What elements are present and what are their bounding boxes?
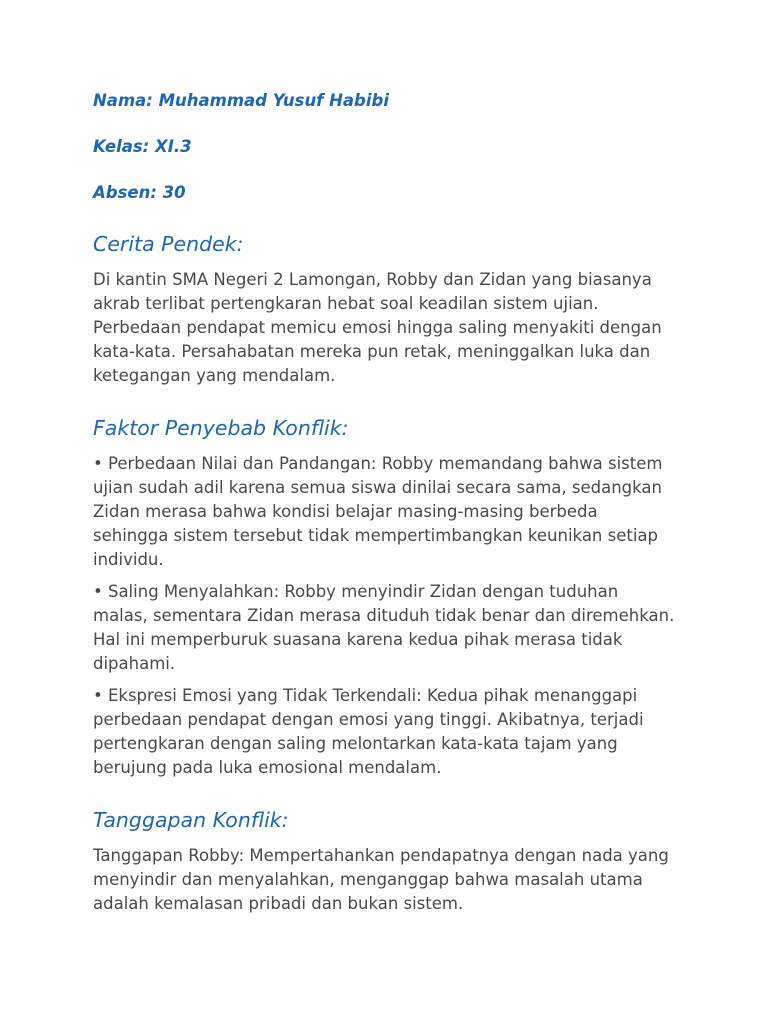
section-heading-cerita: Cerita Pendek: [93,232,244,256]
student-number: Absen: 30 [93,183,186,202]
faktor-item-2: • Saling Menyalahkan: Robby menyindir Zidan dengan tuduhan malas, sementara Zidan merasa dituduh tidak benar dan diremehkan. Hal ini memperburuk suasana karena kedua pihak merasa tidak dipahami. [93,582,675,673]
faktor-item-1: • Perbedaan Nilai dan Pandangan: Robby memandang bahwa sistem ujian sudah adil karena semua siswa dinilai secara sama, sedangkan Zidan merasa bahwa kondisi belajar masing-masing berbeda sehingga sistem tersebut tidak mempertimbangkan keunikan setiap individu. [93,454,663,569]
student-class: Kelas: XI.3 [93,137,192,156]
section-heading-faktor: Faktor Penyebab Konflik: [93,416,349,440]
tanggapan-paragraph: Tanggapan Robby: Mempertahankan pendapatnya dengan nada yang menyindir dan menyalahkan, menganggap bahwa masalah utama adalah kemalasan pribadi dan bukan sistem. [93,846,669,913]
faktor-item-3: • Ekspresi Emosi yang Tidak Terkendali: Kedua pihak menanggapi perbedaan pendapat dengan emosi yang tinggi. Akibatnya, terjadi pertengkaran dengan saling melontarkan kata-kata tajam yang berujung pada luka emosional mendalam. [93,686,644,777]
cerita-paragraph: Di kantin SMA Negeri 2 Lamongan, Robby dan Zidan yang biasanya akrab terlibat pertengkaran hebat soal keadilan sistem ujian. Perbedaan pendapat memicu emosi hingga saling menyakiti dengan kata-kata. Persahabatan mereka pun retak, meninggalkan luka dan ketegangan yang mendalam. [93,270,662,385]
student-name: Nama: Muhammad Yusuf Habibi [93,91,389,110]
section-heading-tanggapan: Tanggapan Konflik: [93,808,289,832]
